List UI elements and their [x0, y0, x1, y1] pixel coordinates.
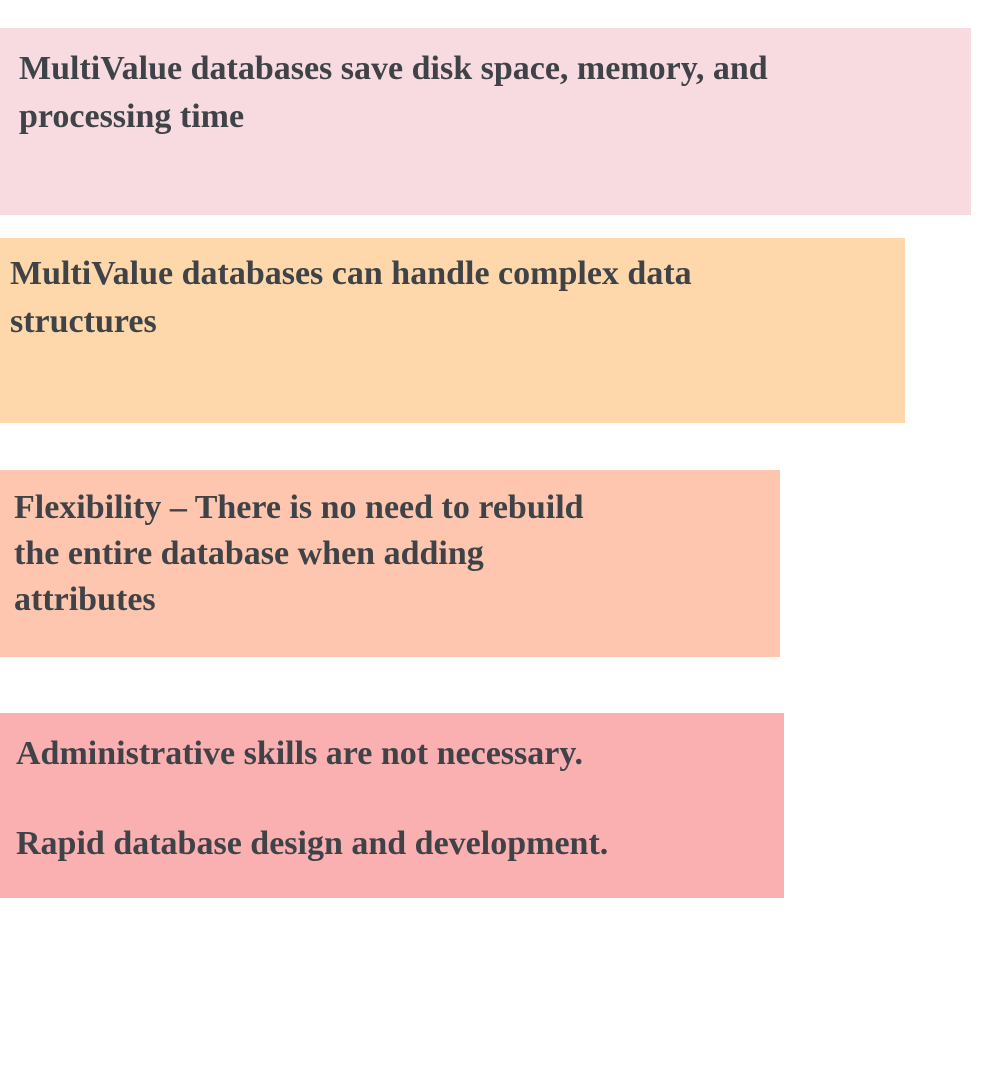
- benefit-text-line: the entire database when adding: [14, 535, 484, 572]
- benefit-card-flexibility: [0, 470, 780, 657]
- benefit-card-admin-rapid: [0, 713, 784, 898]
- benefit-card-complex-data: [0, 238, 905, 423]
- benefit-text-line: attributes: [14, 581, 156, 618]
- benefit-text-line: Flexibility – There is no need to rebuild: [14, 489, 584, 526]
- benefit-text-line: MultiValue databases can handle complex data: [10, 255, 692, 292]
- benefit-card-disk-space: [0, 28, 971, 215]
- benefit-text-line: Administrative skills are not necessary.: [16, 735, 583, 772]
- benefit-text-line: structures: [10, 303, 157, 340]
- benefit-text-line: processing time: [19, 98, 245, 135]
- benefit-text-line: Rapid database design and development.: [16, 825, 609, 862]
- benefit-text-line: MultiValue databases save disk space, memory, and: [19, 50, 768, 87]
